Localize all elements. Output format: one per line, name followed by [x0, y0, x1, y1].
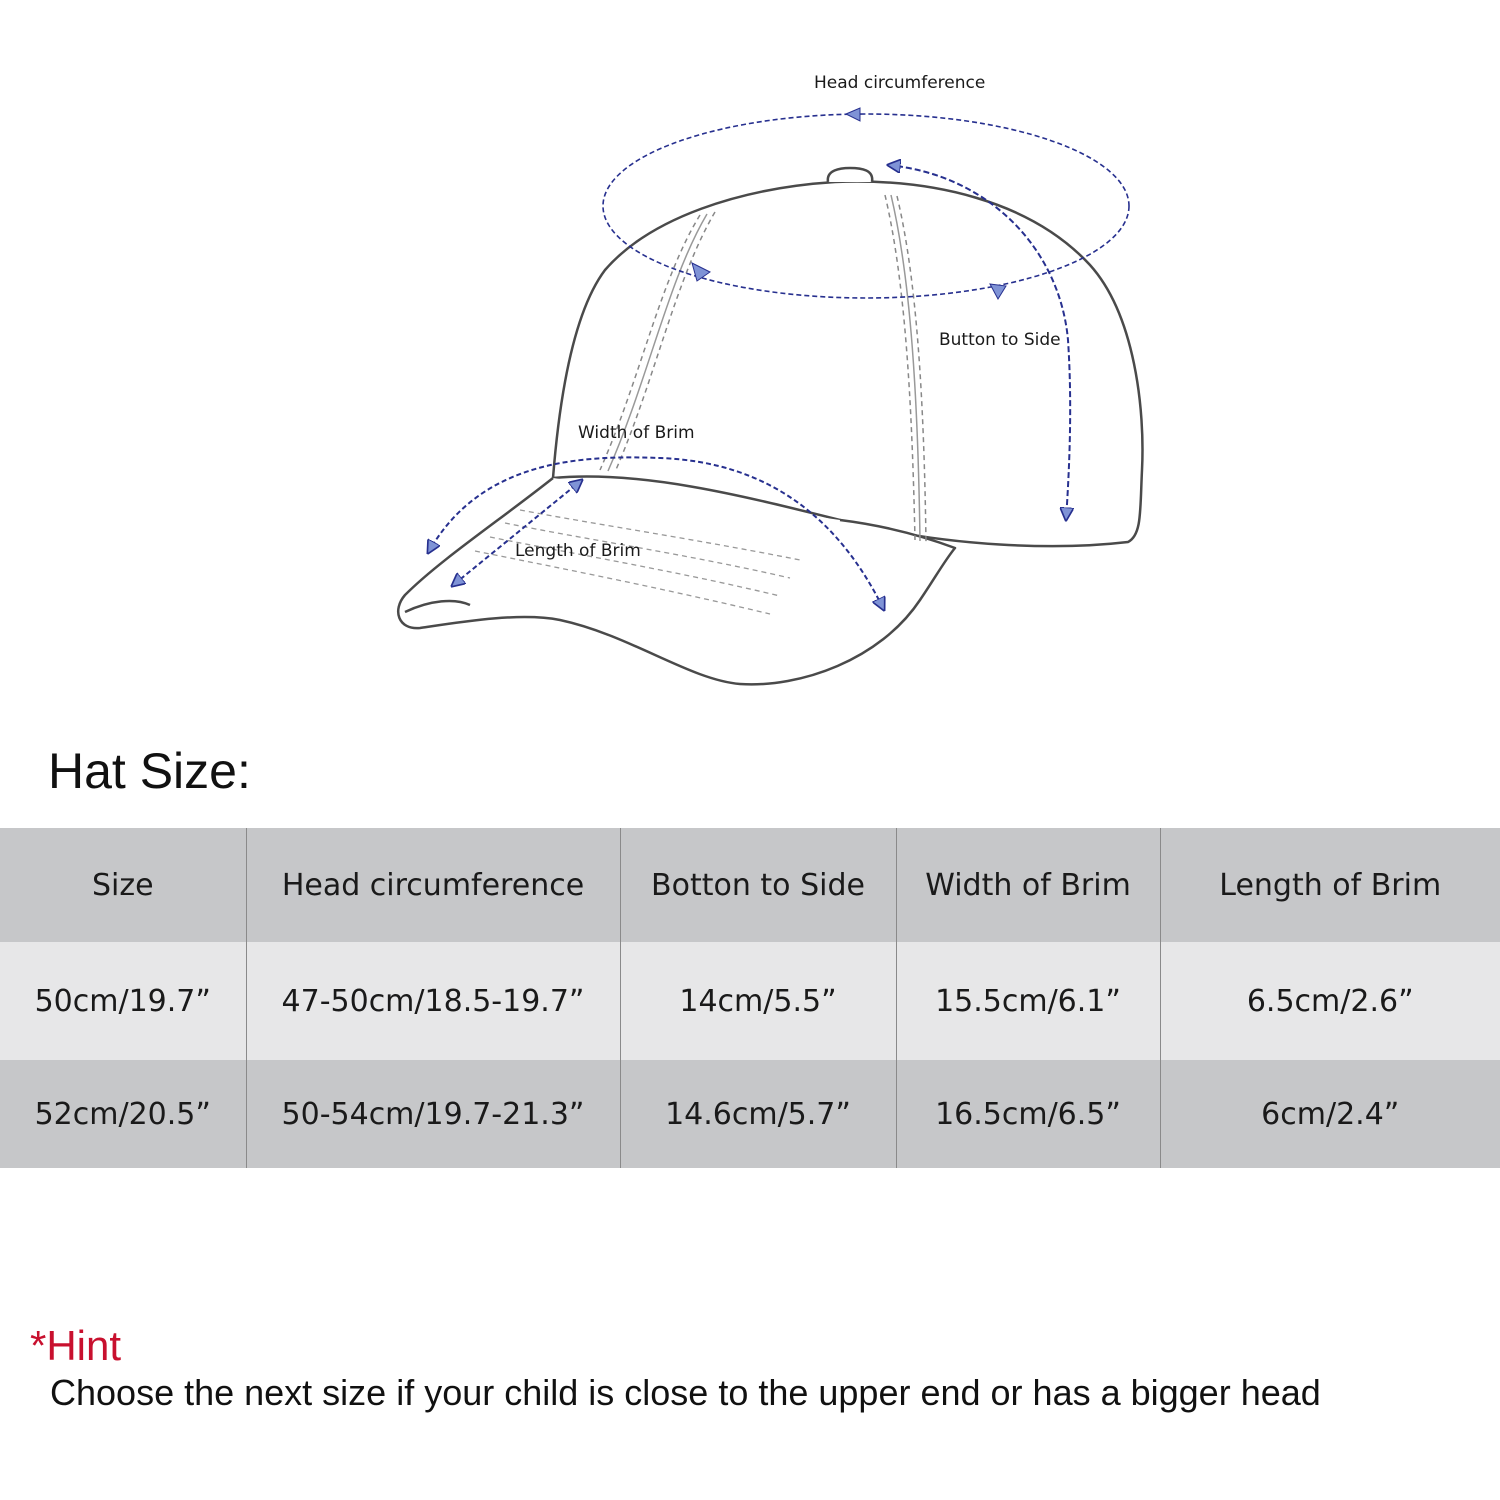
header-head-circumference: Head circumference: [246, 828, 620, 942]
cell-width-of-brim: 16.5cm/6.5”: [896, 1060, 1160, 1168]
cell-head-circumference: 50-54cm/19.7-21.3”: [246, 1060, 620, 1168]
cell-length-of-brim: 6.5cm/2.6”: [1160, 942, 1500, 1060]
label-head-circumference: Head circumference: [814, 73, 986, 93]
cap-measurement-diagram: [0, 0, 1500, 720]
size-table: [0, 828, 1500, 1168]
table-row: [0, 1060, 1500, 1168]
cell-botton-to-side: 14.6cm/5.7”: [620, 1060, 896, 1168]
label-length-of-brim: Length of Brim: [515, 541, 641, 561]
header-length-of-brim: Length of Brim: [1160, 828, 1500, 942]
cell-length-of-brim: 6cm/2.4”: [1160, 1060, 1500, 1168]
table-row: [0, 942, 1500, 1060]
cell-width-of-brim: 15.5cm/6.1”: [896, 942, 1160, 1060]
hint-title: *Hint: [30, 1322, 122, 1369]
label-width-of-brim: Width of Brim: [578, 423, 695, 443]
cell-size: 52cm/20.5”: [34, 1096, 211, 1132]
hint-text: Choose the next size if your child is close to the upper end or has a bigger head: [50, 1372, 1321, 1413]
header-botton-to-side: Botton to Side: [620, 828, 896, 942]
hat-size-title: Hat Size:: [48, 743, 251, 799]
header-size: Size: [91, 867, 154, 903]
header-width-of-brim: Width of Brim: [896, 828, 1160, 942]
label-button-to-side: Button to Side: [939, 330, 1061, 350]
cell-size: 50cm/19.7”: [34, 983, 211, 1019]
table-header-row: [0, 828, 1500, 942]
cell-head-circumference: 47-50cm/18.5-19.7”: [246, 942, 620, 1060]
head-circumference-arrowhead-top: [846, 108, 860, 121]
cap-illustration: [398, 168, 1142, 684]
cell-botton-to-side: 14cm/5.5”: [620, 942, 896, 1060]
